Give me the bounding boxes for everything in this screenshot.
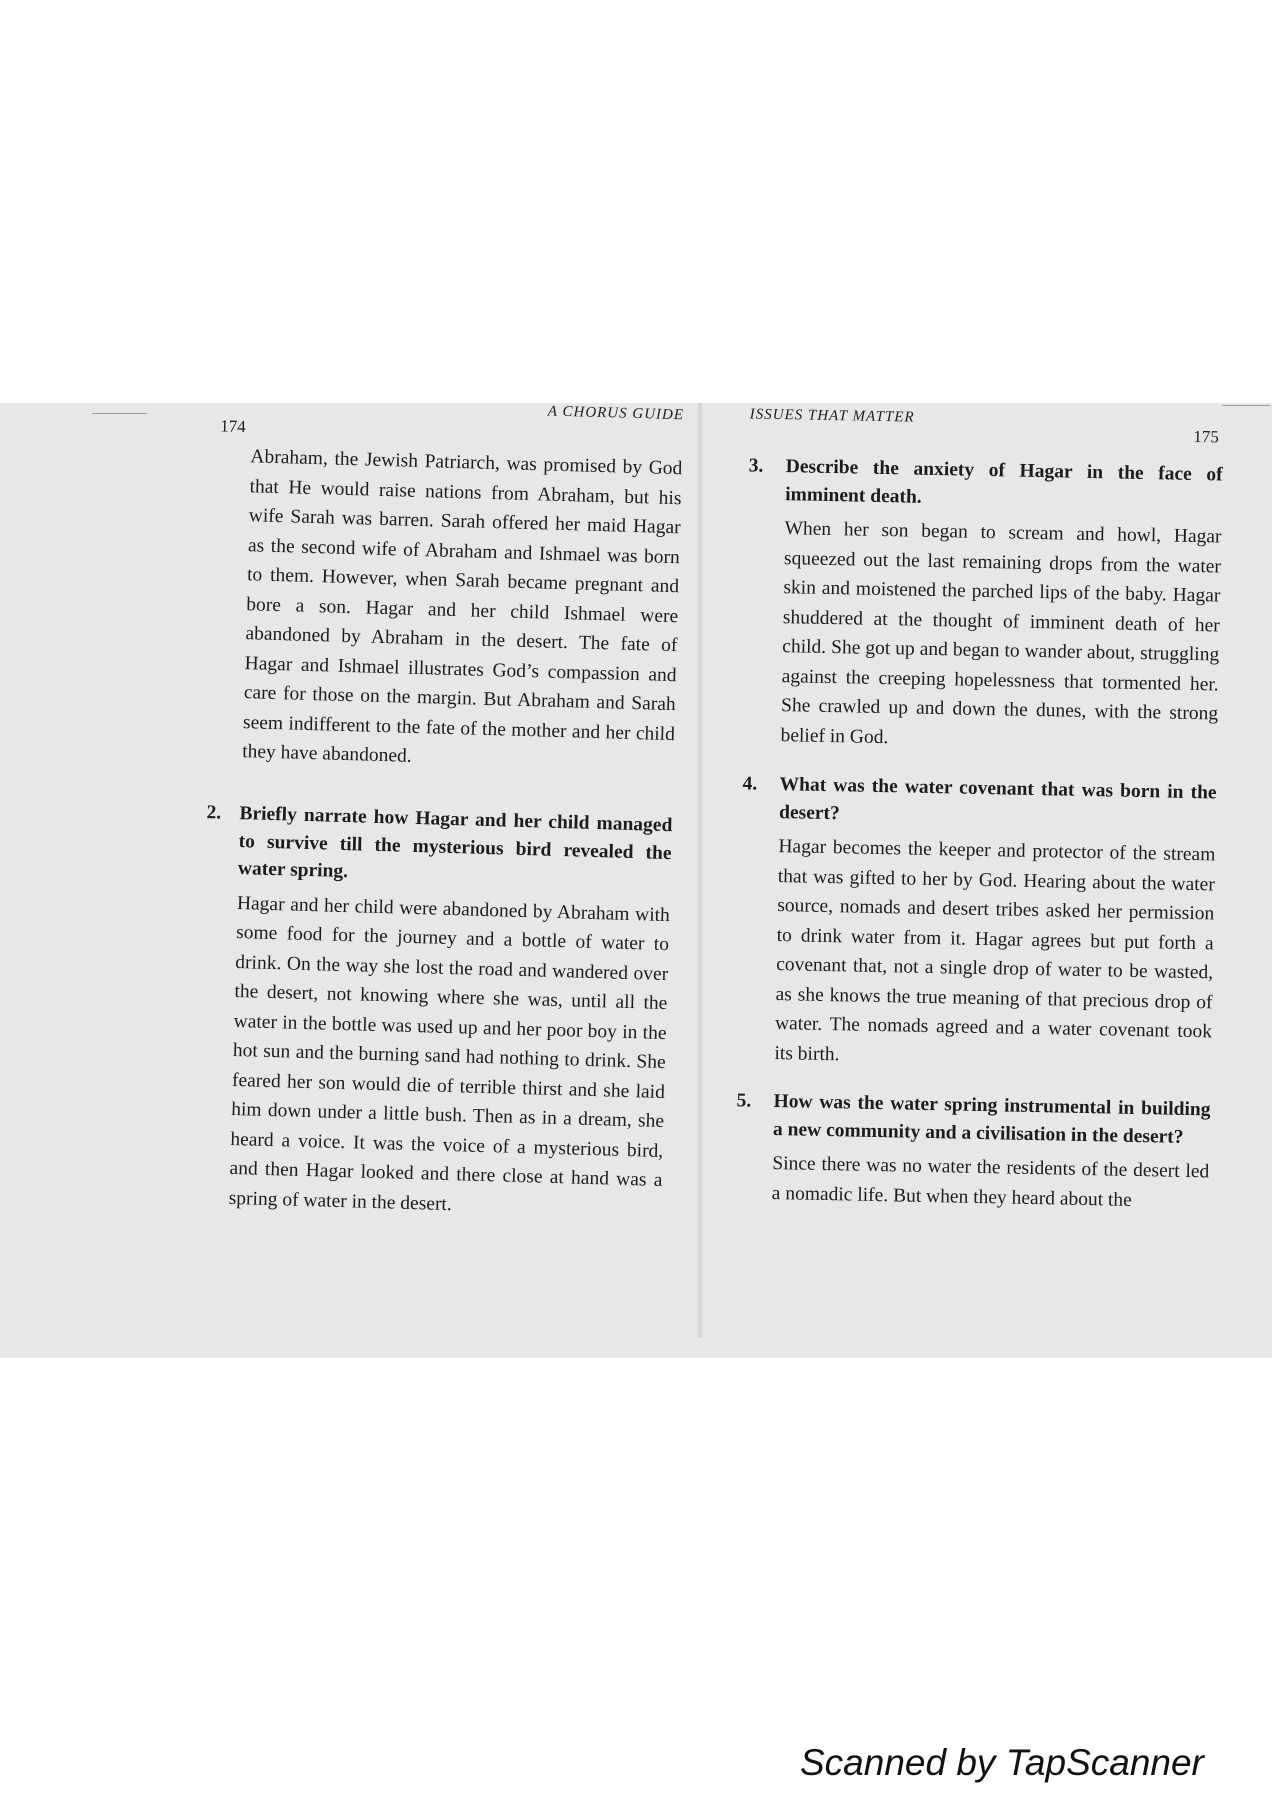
question-text: Describe the anxiety of Hagar in the face of imminent death. bbox=[785, 456, 1223, 508]
answer-5: Since there was no water the residents of the desert led a nomadic life. But when they heard about the bbox=[771, 1153, 1210, 1211]
question-number: 2. bbox=[206, 802, 222, 824]
page-number: 175 bbox=[1193, 426, 1220, 447]
intro-paragraph: Abraham, the Jewish Patriarch, was promised by God that He would raise nations from Abraham, but his wife Sarah was barren. Sarah offered her maid Hagar as the second wife of Abraham and Ishmael was born to them. However, when Sarah became pregnant and bore a son. Hagar and her child Ishmael were abandoned by Abraham in the desert. The fate of Hagar and Ishmael illustrates God’s compassion and care for those on the margin. But Abraham and Sarah seem indifferent to the fate of the mother and her child they have abandoned. bbox=[241, 446, 683, 767]
question-number: 4. bbox=[742, 773, 758, 795]
question-block-3 bbox=[743, 452, 1223, 758]
question-number: 5. bbox=[736, 1090, 752, 1112]
question-4 bbox=[742, 770, 1217, 834]
question-3 bbox=[748, 452, 1223, 516]
edge-mark bbox=[1222, 405, 1270, 406]
question-text: What was the water covenant that was born in the desert? bbox=[778, 774, 1217, 824]
question-2 bbox=[205, 799, 673, 894]
left-page bbox=[0, 393, 700, 1367]
question-text: Briefly narrate how Hagar and her child managed to survive till the mysterious bird revealed the water spring. bbox=[237, 803, 673, 883]
running-header: A CHORUS GUIDE bbox=[547, 403, 685, 424]
page-number: 174 bbox=[220, 416, 247, 437]
question-block-2 bbox=[195, 799, 672, 1225]
running-header: ISSUES THAT MATTER bbox=[749, 406, 915, 426]
question-block-4 bbox=[737, 770, 1217, 1076]
question-5 bbox=[736, 1087, 1211, 1151]
question-number: 3. bbox=[748, 455, 764, 477]
answer-3: When her son began to scream and howl, Hagar squeezed out the last remaining drops from the water skin and moistened the parched lips of the baby. Hagar shuddered at the thought of imminent death of her child. She got up and began to wander about, struggling against the creeping hopelessness that tormented her. She crawled up and down the dunes, with the strong belief in God. bbox=[780, 518, 1222, 748]
intro-block bbox=[242, 442, 683, 778]
answer-4: Hagar becomes the keeper and protector of the stream that was gifted to her by God. Hearing about the water source, nomads and desert tribes asked her permission to drink water from it. Hagar agrees but put forth a covenant that, not a single drop of water to be wasted, as she knows the true meaning of that precious drop of water. The nomads agreed and a water covenant took its birth. bbox=[774, 836, 1216, 1065]
right-page bbox=[685, 398, 1272, 1364]
question-text: How was the water spring instrumental in building a new community and a civilisation in the desert? bbox=[772, 1091, 1211, 1148]
scanner-watermark: Scanned by TapScanner bbox=[800, 1742, 1204, 1783]
answer-2: Hagar and her child were abandoned by Abraham with some food for the journey and a bottle of water to drink. On the way she lost the road and wandered over the desert, not knowing where she was, until all the water in the bottle was used up and her poor boy in the hot sun and the burning sand had nothing to drink. She feared her son would die of terrible thirst and she laid him down under a little bush. Then as in a dream, she heard a voice. It was the voice of a mysterious bird, and then Hagar looked and there close at hand was a spring of water in the desert. bbox=[228, 892, 671, 1215]
question-block-5 bbox=[735, 1087, 1211, 1216]
